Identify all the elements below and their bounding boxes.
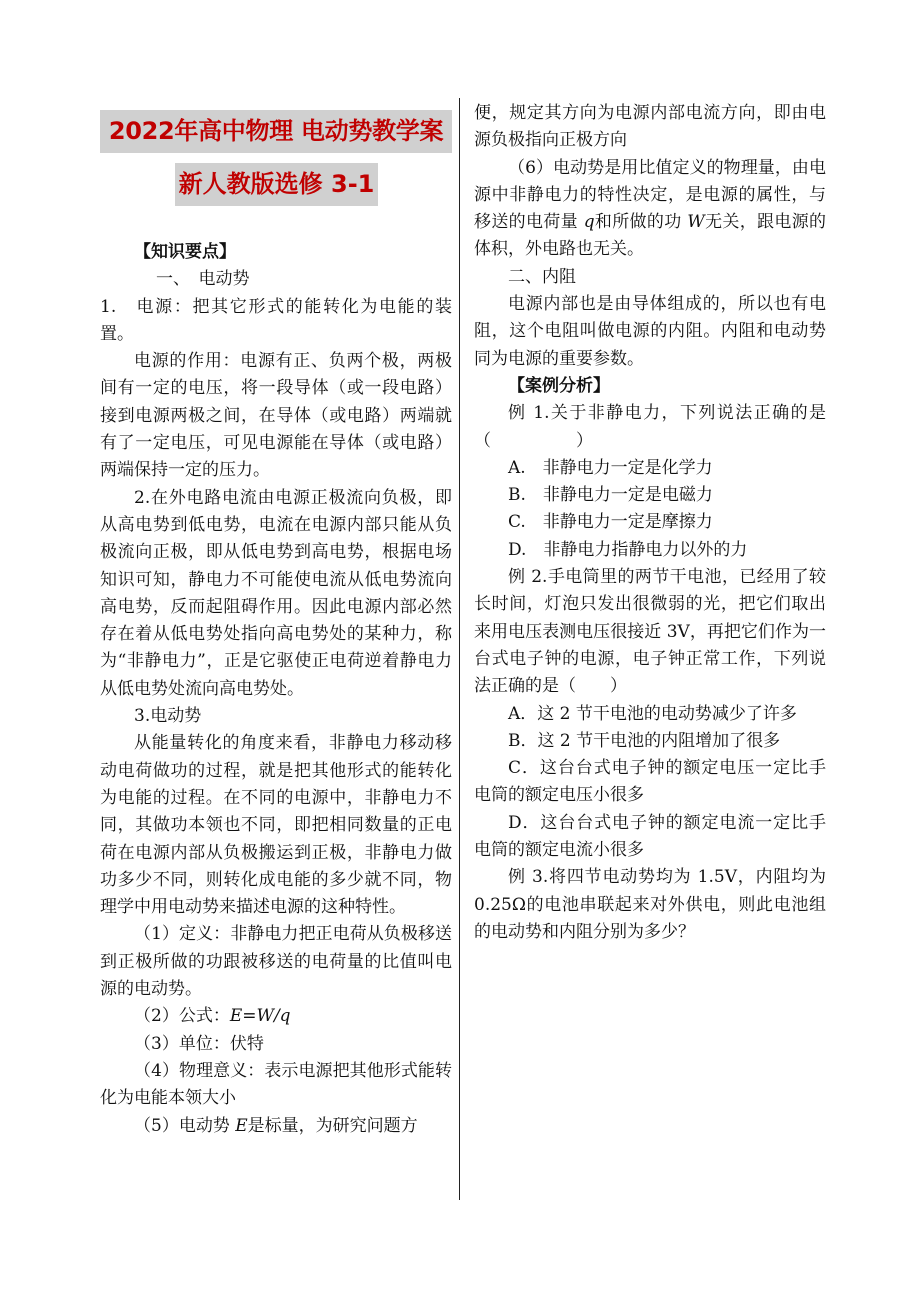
emf-symbol: E (235, 1115, 248, 1136)
example-2-option-a: A．这 2 节干电池的电动势减少了许多 (508, 703, 797, 724)
left-column (100, 239, 452, 1140)
definition-5-prefix: （5）电动势 (134, 1115, 236, 1136)
emf-formula: E=W/q (229, 1006, 291, 1027)
example-1-stem: 例 1.关于非静电力，下列说法正确的是（ ） (474, 403, 826, 451)
knowledge-points-heading: 【知识要点】 (134, 242, 236, 262)
paragraph-internal-resistance: 电源内部也是由导体组成的，所以也有电阻，这个电阻叫做电源的内阻。内阻和电动势同为电源的重要参数。 (474, 294, 826, 369)
definition-6-part-c: 无关，跟电源的体积，外电路也无关。 (474, 212, 827, 260)
definition-6-part-a: （6）电动势是用比值定义的物理量，由电源中非静电力的特性决定，是电源的属性，与移送的电荷量 (474, 157, 826, 233)
example-1-option-d: D. 非静电力指静电力以外的力 (508, 539, 748, 560)
right-column (474, 100, 826, 946)
definition-2-label: （2）公式： (134, 1006, 230, 1027)
example-2-stem: 例 2.手电筒里的两节干电池，已经用了较长时间，灯泡只发出很微弱的光，把它们取出来用电压表测电压很接近 3V，再把它们作为一台式电子钟的电源，电子钟正常工作，下列说法正确的是（ ） (474, 567, 826, 697)
example-2-option-b: B．这 2 节干电池的内阻增加了很多 (508, 730, 781, 751)
definition-6-part-b: 和所做的功 (594, 212, 688, 233)
example-1-option-b: B. 非静电力一定是电磁力 (508, 485, 713, 506)
definition-5-scalar (100, 1113, 452, 1140)
example-1-option-a: A. 非静电力一定是化学力 (508, 457, 713, 478)
example-2-option-d: D．这台台式电子钟的额定电流一定比手电筒的额定电流小很多 (474, 812, 826, 861)
paragraph-3-heading: 3.电动势 (134, 706, 202, 727)
definition-2-formula (100, 1003, 452, 1030)
paragraph-2-non-electrostatic: 2.在外电路电流由电源正极流向负极，即从高电势到低电势，电流在电源内部只能从负极流向正极，即从低电势到高电势，根据电场知识可知，静电力不可能使电流从低电势流向高电势，反而起阻碍作用。因此电源内部必然存在着从低电势处指向高电势处的某种力，称为“非静电力”，正是它驱使正电荷逆着静电力从低电势处流向高电势处。 (100, 487, 452, 699)
definition-3-unit: （3）单位：伏特 (134, 1033, 264, 1054)
definition-1: （1）定义：非静电力把正电荷从负极移送到正极所做的功跟被移送的电荷量的比值叫电源的电动势。 (100, 924, 452, 1000)
definition-4-meaning: （4）物理意义：表示电源把其他形式能转化为电能本领大小 (100, 1060, 452, 1109)
document-title-line-1: 2022年高中物理 电动势教学案 (100, 110, 452, 153)
case-analysis-heading: 【案例分析】 (508, 375, 610, 396)
example-1-option-c: C. 非静电力一定是摩擦力 (508, 512, 713, 533)
section-1-heading: 一、 电动势 (156, 269, 250, 290)
paragraph-3-body: 从能量转化的角度来看，非静电力移动移动电荷做功的过程，就是把其他形式的能转化为电能的过程。在不同的电源中，非静电力不同，其做功本领也不同，即把相同数量的正电荷在电源内部从负极搬运到正极，非静电力做功多少不同，则转化成电能的多少就不同，物理学中用电动势来描述电源的这种特性。 (100, 733, 452, 918)
section-2-heading: 二、内阻 (508, 266, 576, 287)
paragraph-source-role: 电源的作用：电源有正、负两个极，两极间有一定的电压，将一段导体（或一段电路）接到电源两极之间，在导体（或电路）两端就有了一定电压，可见电源能在导体（或电路）两端保持一定的压力。 (100, 351, 452, 481)
definition-5-suffix: 是标量，为研究问题方 (247, 1115, 418, 1136)
item-1-power-source: 1. 电源：把其它形式的能转化为电能的装置。 (100, 296, 452, 344)
example-2-option-c: C．这台台式电子钟的额定电压一定比手电筒的额定电压小很多 (474, 758, 826, 806)
document-title-line-2: 新人教版选修 3-1 (175, 163, 378, 206)
column-divider (459, 98, 460, 1200)
definition-6 (474, 155, 826, 264)
work-symbol: W (687, 212, 705, 233)
definition-5-continued: 便，规定其方向为电源内部电流方向，即由电源负极指向正极方向 (474, 103, 826, 151)
example-3-stem: 例 3.将四节电动势均为 1.5V，内阻均为 0.25Ω的电池串联起来对外供电，则此电池组的电动势和内阻分别为多少？ (474, 867, 826, 942)
charge-symbol: q (583, 212, 595, 233)
